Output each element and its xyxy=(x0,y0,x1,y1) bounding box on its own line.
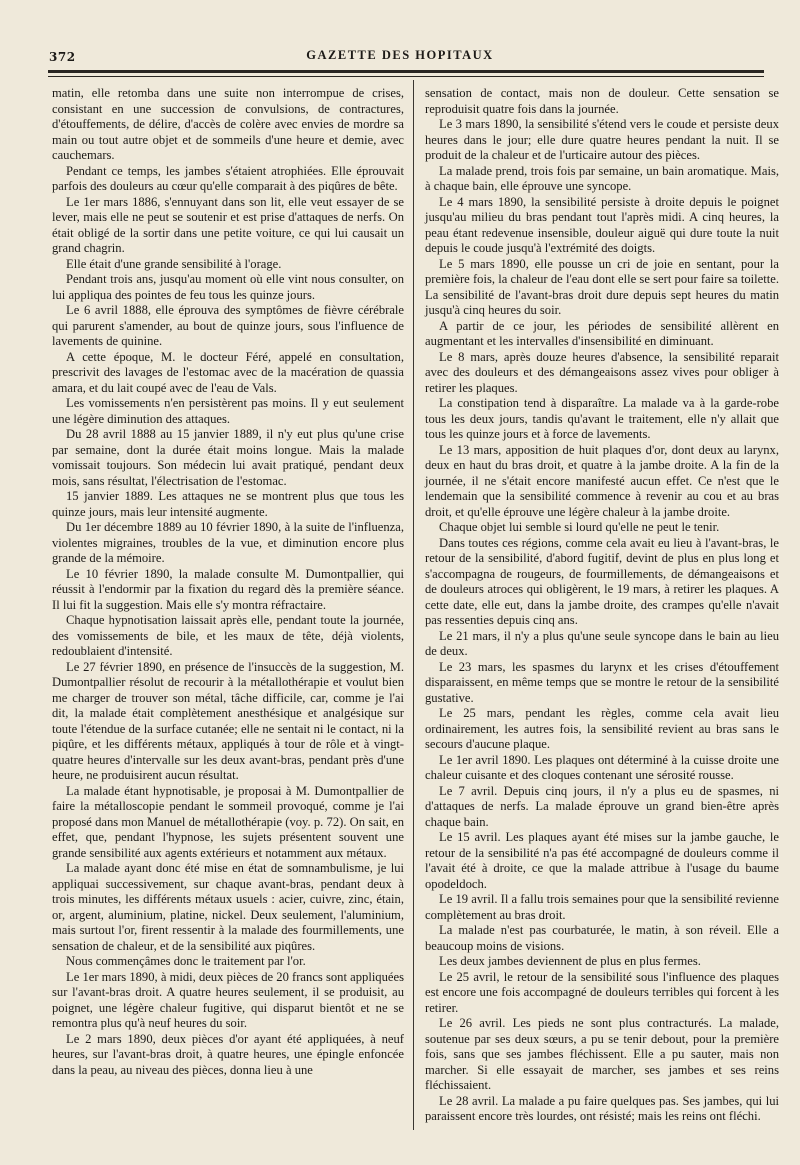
paragraph: Le 13 mars, apposition de huit plaques d'or, dont deux au larynx, deux en haut du bras droit, et quatre à la jambe droite. A la fin de la journée, il ne s'était encore manifesté aucun effet. Ce n'est que le lendemain que la sensibilité commence à revenir au cou et au bras droit, et qu'elle éprouve une légère chaleur à la jambe droite. xyxy=(425,442,779,519)
left-column xyxy=(52,86,404,1078)
paragraph: Le 6 avril 1888, elle éprouva des symptômes de fièvre cérébrale qui parurent s'amender, au bout de quinze jours, sous l'influence de lavements de quinine. xyxy=(52,303,404,348)
paragraph: Le 8 mars, après douze heures d'absence, la sensibilité reparait avec des douleurs et des démangeaisons assez vives pour obliger à retirer les plaques. xyxy=(425,349,779,395)
paragraph: Le 2 mars 1890, deux pièces d'or ayant été appliquées, à neuf heures, sur l'avant-bras droit, à quatre heures, une épingle enfoncée dans la peau, au niveau des pièces, donna lieu à une xyxy=(52,1031,404,1077)
paragraph: La malade étant hypnotisable, je proposai à M. Dumontpallier de faire la métalloscopie pendant le sommeil provoqué, comme je l'ai proposé dans mon Manuel de métallothérapie (voy. p. 72). On sait, en effet, que, pendant l'hypnose, les sujets présentent souvent une grande sensibilité aux agents extérieurs et notamment aux métaux. xyxy=(52,783,404,860)
paragraph: Le 15 avril. Les plaques ayant été mises sur la jambe gauche, le retour de la sensibilité n'a pas été accompagné de douleurs comme il l'avait été à droite, ce que la malade attribue à l'usage du baume opodeldoch. xyxy=(425,830,779,891)
paragraph: Le 7 avril. Depuis cinq jours, il n'y a plus eu de spasmes, ni d'attaques de nerfs. La malade éprouve un grand bien-être après chaque bain. xyxy=(425,783,779,829)
paragraph: Nous commençâmes donc le traitement par l'or. xyxy=(66,954,306,968)
paragraph: Le 1er mars 1886, s'ennuyant dans son lit, elle veut essayer de se lever, mais elle ne peut se soutenir et est prise d'attaques de nerfs. On était obligé de la sortir dans une petite voiture, ce qui lui causait un grand chagrin. xyxy=(52,194,404,255)
paragraph: A partir de ce jour, les périodes de sensibilité allèrent en augmentant et les intervalles d'insensibilité en diminuant. xyxy=(425,318,779,348)
page-number: 372 xyxy=(49,50,76,64)
paragraph: Le 5 mars 1890, elle pousse un cri de joie en sentant, pour la première fois, la chaleur de l'eau dont elle se sert pour faire sa toilette. La sensibilité de l'avant-bras droit dure depuis sept heures du matin jusqu'à cinq heures du soir. xyxy=(425,256,779,317)
paragraph: matin, elle retomba dans une suite non interrompue de crises, consistant en une succession de convulsions, de contractures, d'étouffements, de délire, d'accès de colère avec envies de mordre sa main ou tout autre objet et de sommeils d'une heure et demie, avec cauchemars. xyxy=(52,86,404,162)
paragraph: Le 25 avril, le retour de la sensibilité sous l'influence des plaques est encore une fois accompagné de douleurs terribles qui forcent à les retirer. xyxy=(425,969,779,1015)
paragraph: Les vomissements n'en persistèrent pas moins. Il y eut seulement une légère diminution des attaques. xyxy=(52,396,404,426)
header-rule-thin xyxy=(48,76,764,77)
paragraph: Le 19 avril. Il a fallu trois semaines pour que la sensibilité revienne complètement au bras droit. xyxy=(425,892,779,922)
header-rule-thick xyxy=(48,70,764,73)
paragraph: Chaque objet lui semble si lourd qu'elle ne peut le tenir. xyxy=(439,520,720,534)
paragraph: Du 28 avril 1888 au 15 janvier 1889, il n'y eut plus qu'une crise par semaine, dont la durée était moins longue. Mais la malade vomissait toujours. Son médecin lui avait pratiqué, pendant deux mois, sans résultat, l'électrisation de l'estomac. xyxy=(52,427,404,488)
paragraph: Chaque hypnotisation laissait après elle, pendant toute la journée, des vomissements de bile, et les maux de tête, déjà violents, redoublaient d'intensité. xyxy=(52,613,404,658)
paragraph: Le 23 mars, les spasmes du larynx et les crises d'étouffement disparaissent, en même temps que se montre le retour de la sensibilité gustative. xyxy=(425,659,779,705)
paragraph: Du 1er décembre 1889 au 10 février 1890, à la suite de l'influenza, violentes migraines, troubles de la vue, et diminution encore plus grande de la mémoire. xyxy=(52,520,404,565)
paragraph: Le 25 mars, pendant les règles, comme cela avait lieu ordinairement, les autres fois, la sensibilité revient au bras sans le secours d'aucune plaque. xyxy=(425,706,779,751)
running-head: GAZETTE DES HOPITAUX xyxy=(306,48,494,62)
paragraph: La malade prend, trois fois par semaine, un bain aromatique. Mais, à chaque bain, elle éprouve une syncope. xyxy=(425,163,779,193)
paragraph: Les deux jambes deviennent de plus en plus fermes. xyxy=(439,954,701,968)
paragraph: Dans toutes ces régions, comme cela avait eu lieu à l'avant-bras, le retour de la sensibilité, d'abord fugitif, devint de plus en plus long et s'accompagna de rougeurs, de fourmillements, de démangeaisons et de douleurs atroces qui obligèrent, le 19 mars, à retirer les plaques. A cette date, elle eut, dans la jambe droite, des crampes qu'elle n'avait pas ressenties depuis cinq ans. xyxy=(425,535,779,627)
paragraph: Le 3 mars 1890, la sensibilité s'étend vers le coude et persiste deux heures dans le jour; elle dure quatre heures pendant la nuit. Il se produit de la chaleur et de l'urticaire autour des pièces. xyxy=(425,117,779,162)
paragraph: A cette époque, M. le docteur Féré, appelé en consultation, prescrivit des lavages de l'estomac avec de la macération de quassia amara, et du lait coupé avec de l'eau de Vals. xyxy=(52,349,404,395)
paragraph: La malade n'est pas courbaturée, le matin, à son réveil. Elle a beaucoup moins de visions. xyxy=(425,923,779,953)
paragraph: Elle était d'une grande sensibilité à l'orage. xyxy=(66,256,282,271)
paragraph: La malade ayant donc été mise en état de somnambulisme, je lui appliquai successivement, sur chaque avant-bras, pendant deux à trois minutes, les différents métaux usuels : acier, cuivre, zinc, étain, or, argent, aluminium, platine, nickel. Deux seulement, l'aluminium, mais surtout l'or, firent ressentir à la malade des fourmillements, une sensation de chaleur, et de la sensibilité aux piqûres. xyxy=(52,861,404,953)
paragraph: Le 10 février 1890, la malade consulte M. Dumontpallier, qui réussit à l'endormir par la fixation du regard dès la première séance. Il lui fit la suggestion. Mais elle s'y montra réfractaire. xyxy=(52,566,404,612)
paragraph: Le 28 avril. La malade a pu faire quelques pas. Ses jambes, qui lui paraissent encore très lourdes, ont résisté; mais les reins ont fléchi. xyxy=(425,1093,779,1123)
paragraph: Le 21 mars, il n'y a plus qu'une seule syncope dans le bain au lieu de deux. xyxy=(425,628,779,658)
paragraph: Pendant trois ans, jusqu'au moment où elle vint nous consulter, on lui appliqua des pointes de feu tous les quinze jours. xyxy=(52,272,404,302)
paragraph: Le 26 avril. Les pieds ne sont plus contracturés. La malade, soutenue par ses deux sœurs, a pu se tenir debout, pour la première fois, sans que ses jambes fléchissent. Elle a pu sauter, mais non marcher. Si elle essayait de marcher, ses jambes et ses reins fléchissaient. xyxy=(425,1016,779,1092)
paragraph: Le 27 février 1890, en présence de l'insuccès de la suggestion, M. Dumontpallier résolut de recourir à la métallothérapie et voulut bien me charger de trouver son métal, tâche difficile, car, comme je l'ai dit, la malade était complètement anesthésique et analgésique sur toute l'étendue de la surface cutanée; elle ne sentait ni le contact, ni la piqûre, et les différents métaux, appliqués à tour de rôle et à vingt-quatre heures d'intervalle sur les deux avant-bras, pendant près d'une heure, ne produisirent aucun résultat. xyxy=(52,659,404,782)
paragraph: Le 1er mars 1890, à midi, deux pièces de 20 francs sont appliquées sur l'avant-bras droit. A quatre heures seulement, il se produisit, au poignet, une légère chaleur fugitive, qui disparut bientôt et ne se remontra plus qu'à neuf heures du soir. xyxy=(52,969,404,1030)
column-divider xyxy=(413,80,414,1130)
paragraph: Pendant ce temps, les jambes s'étaient atrophiées. Elle éprouvait parfois des douleurs au cœur qu'elle comparait à des piqûres de bête. xyxy=(52,163,404,193)
paragraph: 15 janvier 1889. Les attaques ne se montrent plus que tous les quinze jours, mais leur intensité augmente. xyxy=(52,489,404,519)
paragraph: sensation de contact, mais non de douleur. Cette sensation se reproduisit quatre fois dans la journée. xyxy=(425,86,779,116)
paragraph: Le 1er avril 1890. Les plaques ont déterminé à la cuisse droite une chaleur cuisante et des cloques contenant une sérosité rousse. xyxy=(425,752,779,782)
right-column xyxy=(425,86,779,1125)
paragraph: La constipation tend à disparaître. La malade va à la garde-robe tous les deux jours, tandis qu'avant le traitement, elle n'y allait que tous les quinze jours et à force de lavements. xyxy=(425,396,779,441)
paragraph: Le 4 mars 1890, la sensibilité persiste à droite depuis le poignet jusqu'au milieu du bras pendant tout l'après midi. A cinq heures, la peau étant redevenue insensible, douleur aiguë qui dure toute la nuit depuis le coude jusqu'à l'extrémité des doigts. xyxy=(425,194,779,255)
